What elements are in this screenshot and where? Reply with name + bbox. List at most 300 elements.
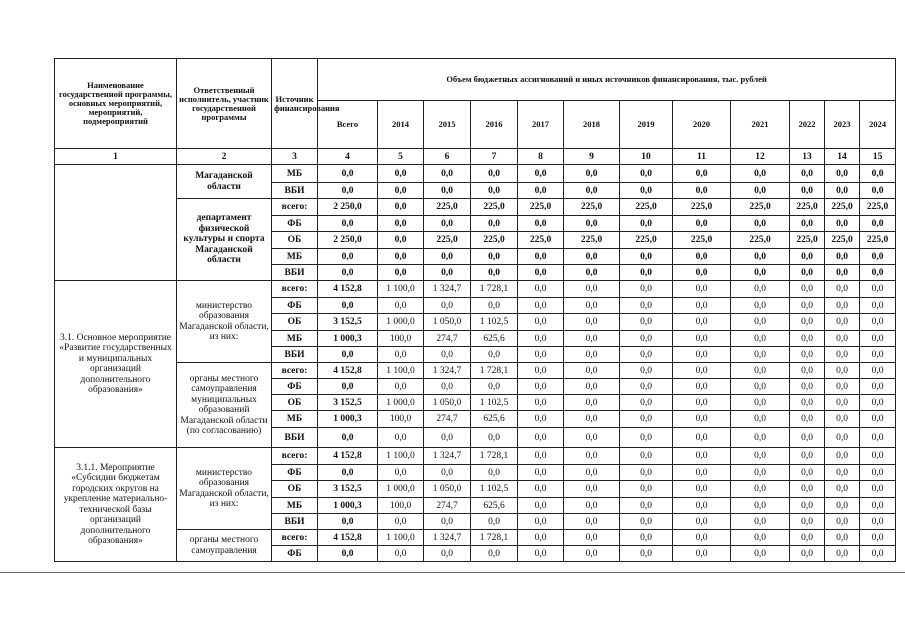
value-cell: 0,0 bbox=[564, 183, 620, 199]
value-cell: 0,0 bbox=[825, 249, 860, 265]
value-cell: 0,0 bbox=[471, 347, 518, 363]
value-cell: 0,0 bbox=[471, 216, 518, 232]
value-cell: 0,0 bbox=[790, 314, 825, 331]
value-cell: 0,0 bbox=[620, 481, 673, 498]
value-cell: 0,0 bbox=[731, 363, 790, 379]
value-cell: 0,0 bbox=[378, 216, 424, 232]
value-cell: 0,0 bbox=[825, 465, 860, 481]
value-cell: 0,0 bbox=[564, 530, 620, 546]
value-cell: 0,0 bbox=[673, 331, 731, 347]
value-cell: 1 100,0 bbox=[378, 448, 424, 465]
value-cell: 0,0 bbox=[860, 314, 896, 331]
value-cell: 225,0 bbox=[825, 199, 860, 216]
value-cell: 0,0 bbox=[378, 298, 424, 314]
value-cell: 225,0 bbox=[731, 232, 790, 249]
value-cell: 0,0 bbox=[731, 411, 790, 428]
value-cell: 0,0 bbox=[564, 514, 620, 530]
value-cell: 0,0 bbox=[424, 216, 471, 232]
value-cell: 225,0 bbox=[673, 199, 731, 216]
value-cell: 225,0 bbox=[860, 232, 896, 249]
value-cell: 0,0 bbox=[318, 514, 378, 530]
value-cell: 0,0 bbox=[731, 314, 790, 331]
value-cell: 0,0 bbox=[620, 411, 673, 428]
value-cell: 0,0 bbox=[518, 298, 564, 314]
column-number: 3 bbox=[272, 149, 318, 165]
value-cell: 0,0 bbox=[825, 363, 860, 379]
value-cell: 0,0 bbox=[790, 281, 825, 298]
value-cell: 0,0 bbox=[790, 165, 825, 183]
value-cell: 1 728,1 bbox=[471, 448, 518, 465]
value-cell: 0,0 bbox=[620, 216, 673, 232]
value-cell: 1 050,0 bbox=[424, 481, 471, 498]
value-cell: 0,0 bbox=[673, 395, 731, 411]
value-cell: 0,0 bbox=[518, 183, 564, 199]
source-cell: ВБИ bbox=[272, 265, 318, 281]
value-cell: 0,0 bbox=[378, 379, 424, 395]
value-cell: 0,0 bbox=[860, 428, 896, 448]
value-cell: 2 250,0 bbox=[318, 199, 378, 216]
value-cell: 0,0 bbox=[620, 298, 673, 314]
value-cell: 1 728,1 bbox=[471, 363, 518, 379]
value-cell: 0,0 bbox=[378, 347, 424, 363]
value-cell: 0,0 bbox=[518, 249, 564, 265]
value-cell: 0,0 bbox=[424, 347, 471, 363]
source-cell: ОБ bbox=[272, 232, 318, 249]
header-row-1 bbox=[55, 59, 896, 101]
value-cell: 225,0 bbox=[518, 199, 564, 216]
value-cell: 0,0 bbox=[790, 428, 825, 448]
source-cell: ФБ bbox=[272, 546, 318, 562]
row-label-cell: Магаданской области bbox=[177, 165, 272, 199]
column-number: 11 bbox=[673, 149, 731, 165]
value-cell: 0,0 bbox=[673, 411, 731, 428]
value-cell: 0,0 bbox=[825, 395, 860, 411]
value-cell: 0,0 bbox=[471, 428, 518, 448]
value-cell: 225,0 bbox=[731, 199, 790, 216]
value-cell: 0,0 bbox=[518, 331, 564, 347]
header-year: 2020 bbox=[673, 101, 731, 149]
value-cell: 0,0 bbox=[518, 514, 564, 530]
value-cell: 0,0 bbox=[620, 379, 673, 395]
value-cell: 0,0 bbox=[471, 165, 518, 183]
source-cell: ВБИ bbox=[272, 428, 318, 448]
value-cell: 1 728,1 bbox=[471, 281, 518, 298]
value-cell: 0,0 bbox=[518, 216, 564, 232]
value-cell: 1 050,0 bbox=[424, 395, 471, 411]
value-cell: 1 000,3 bbox=[318, 331, 378, 347]
header-year: 2021 bbox=[731, 101, 790, 149]
value-cell: 4 152,8 bbox=[318, 448, 378, 465]
value-cell: 0,0 bbox=[860, 530, 896, 546]
value-cell: 0,0 bbox=[825, 448, 860, 465]
header-year: 2024 bbox=[860, 101, 896, 149]
header-year: 2022 bbox=[790, 101, 825, 149]
value-cell: 0,0 bbox=[620, 363, 673, 379]
value-cell: 0,0 bbox=[378, 514, 424, 530]
value-cell: 0,0 bbox=[860, 448, 896, 465]
value-cell: 0,0 bbox=[620, 465, 673, 481]
value-cell: 0,0 bbox=[825, 428, 860, 448]
value-cell: 0,0 bbox=[731, 183, 790, 199]
value-cell: 274,7 bbox=[424, 498, 471, 514]
value-cell: 3 152,5 bbox=[318, 395, 378, 411]
value-cell: 1 324,7 bbox=[424, 363, 471, 379]
value-cell: 1 000,0 bbox=[378, 395, 424, 411]
value-cell: 0,0 bbox=[731, 298, 790, 314]
source-cell: всего: bbox=[272, 363, 318, 379]
value-cell: 0,0 bbox=[564, 298, 620, 314]
source-cell: ФБ bbox=[272, 465, 318, 481]
column-number: 7 bbox=[471, 149, 518, 165]
header-year: Всего bbox=[318, 101, 378, 149]
header-year: 2017 bbox=[518, 101, 564, 149]
column-number: 6 bbox=[424, 149, 471, 165]
value-cell: 0,0 bbox=[564, 411, 620, 428]
table-row bbox=[55, 363, 896, 379]
value-cell: 0,0 bbox=[731, 379, 790, 395]
column-number: 5 bbox=[378, 149, 424, 165]
header-year: 2023 bbox=[825, 101, 860, 149]
value-cell: 0,0 bbox=[518, 314, 564, 331]
value-cell: 0,0 bbox=[564, 546, 620, 562]
value-cell: 100,0 bbox=[378, 498, 424, 514]
value-cell: 225,0 bbox=[471, 199, 518, 216]
header-year: 2019 bbox=[620, 101, 673, 149]
value-cell: 0,0 bbox=[790, 530, 825, 546]
source-cell: ФБ bbox=[272, 216, 318, 232]
source-cell: МБ bbox=[272, 411, 318, 428]
value-cell: 1 324,7 bbox=[424, 530, 471, 546]
value-cell: 0,0 bbox=[860, 281, 896, 298]
value-cell: 1 050,0 bbox=[424, 314, 471, 331]
value-cell: 0,0 bbox=[673, 465, 731, 481]
value-cell: 1 100,0 bbox=[378, 530, 424, 546]
value-cell: 0,0 bbox=[620, 347, 673, 363]
value-cell: 0,0 bbox=[731, 428, 790, 448]
value-cell: 0,0 bbox=[620, 514, 673, 530]
column-number: 14 bbox=[825, 149, 860, 165]
value-cell: 0,0 bbox=[564, 498, 620, 514]
value-cell: 0,0 bbox=[518, 395, 564, 411]
value-cell: 0,0 bbox=[620, 249, 673, 265]
value-cell: 0,0 bbox=[790, 183, 825, 199]
value-cell: 1 324,7 bbox=[424, 448, 471, 465]
value-cell: 0,0 bbox=[564, 448, 620, 465]
table-row bbox=[55, 530, 896, 546]
value-cell: 0,0 bbox=[731, 514, 790, 530]
value-cell: 0,0 bbox=[790, 514, 825, 530]
value-cell: 0,0 bbox=[731, 249, 790, 265]
value-cell: 0,0 bbox=[825, 331, 860, 347]
budget-table bbox=[54, 58, 896, 562]
value-cell: 0,0 bbox=[673, 347, 731, 363]
value-cell: 0,0 bbox=[825, 481, 860, 498]
source-cell: всего: bbox=[272, 199, 318, 216]
value-cell: 0,0 bbox=[620, 165, 673, 183]
row-label-cell: органы местного самоуправления bbox=[177, 530, 272, 562]
value-cell: 0,0 bbox=[825, 498, 860, 514]
value-cell: 0,0 bbox=[318, 165, 378, 183]
value-cell: 0,0 bbox=[731, 265, 790, 281]
row-label-cell: департамент физической культуры и спорта Магаданской области bbox=[177, 199, 272, 281]
value-cell: 0,0 bbox=[564, 395, 620, 411]
row-label-cell: министерство образования Магаданской области, из них: bbox=[177, 448, 272, 530]
value-cell: 0,0 bbox=[620, 428, 673, 448]
value-cell: 225,0 bbox=[620, 199, 673, 216]
value-cell: 0,0 bbox=[731, 448, 790, 465]
value-cell: 0,0 bbox=[731, 347, 790, 363]
value-cell: 0,0 bbox=[564, 379, 620, 395]
value-cell: 0,0 bbox=[731, 498, 790, 514]
column-number: 13 bbox=[790, 149, 825, 165]
value-cell: 0,0 bbox=[318, 546, 378, 562]
column-number: 15 bbox=[860, 149, 896, 165]
value-cell: 0,0 bbox=[424, 265, 471, 281]
value-cell: 0,0 bbox=[825, 530, 860, 546]
value-cell: 0,0 bbox=[731, 165, 790, 183]
header-year: 2018 bbox=[564, 101, 620, 149]
value-cell: 0,0 bbox=[471, 183, 518, 199]
value-cell: 0,0 bbox=[518, 481, 564, 498]
value-cell: 3 152,5 bbox=[318, 314, 378, 331]
value-cell: 0,0 bbox=[378, 428, 424, 448]
value-cell: 0,0 bbox=[378, 249, 424, 265]
value-cell: 0,0 bbox=[378, 183, 424, 199]
value-cell: 0,0 bbox=[564, 347, 620, 363]
value-cell: 0,0 bbox=[731, 465, 790, 481]
source-cell: ФБ bbox=[272, 298, 318, 314]
value-cell: 0,0 bbox=[825, 298, 860, 314]
value-cell: 0,0 bbox=[620, 314, 673, 331]
value-cell: 0,0 bbox=[378, 265, 424, 281]
value-cell: 0,0 bbox=[825, 183, 860, 199]
value-cell: 225,0 bbox=[564, 199, 620, 216]
value-cell: 0,0 bbox=[424, 546, 471, 562]
value-cell: 3 152,5 bbox=[318, 481, 378, 498]
value-cell: 0,0 bbox=[731, 546, 790, 562]
source-cell: ФБ bbox=[272, 379, 318, 395]
value-cell: 4 152,8 bbox=[318, 530, 378, 546]
value-cell: 0,0 bbox=[825, 347, 860, 363]
value-cell: 0,0 bbox=[318, 379, 378, 395]
source-cell: ОБ bbox=[272, 395, 318, 411]
value-cell: 0,0 bbox=[518, 379, 564, 395]
value-cell: 0,0 bbox=[564, 428, 620, 448]
value-cell: 0,0 bbox=[518, 530, 564, 546]
value-cell: 0,0 bbox=[860, 265, 896, 281]
value-cell: 225,0 bbox=[424, 232, 471, 249]
value-cell: 1 728,1 bbox=[471, 530, 518, 546]
value-cell: 0,0 bbox=[424, 379, 471, 395]
value-cell: 0,0 bbox=[731, 395, 790, 411]
value-cell: 0,0 bbox=[471, 379, 518, 395]
value-cell: 1 102,5 bbox=[471, 395, 518, 411]
source-cell: ВБИ bbox=[272, 183, 318, 199]
value-cell: 0,0 bbox=[378, 546, 424, 562]
value-cell: 0,0 bbox=[825, 216, 860, 232]
value-cell: 0,0 bbox=[318, 347, 378, 363]
value-cell: 0,0 bbox=[620, 546, 673, 562]
value-cell: 225,0 bbox=[564, 232, 620, 249]
source-cell: МБ bbox=[272, 165, 318, 183]
value-cell: 0,0 bbox=[673, 514, 731, 530]
value-cell: 0,0 bbox=[860, 249, 896, 265]
value-cell: 0,0 bbox=[790, 481, 825, 498]
value-cell: 0,0 bbox=[424, 428, 471, 448]
budget-table-page bbox=[54, 58, 895, 562]
value-cell: 225,0 bbox=[825, 232, 860, 249]
value-cell: 0,0 bbox=[518, 428, 564, 448]
value-cell: 100,0 bbox=[378, 411, 424, 428]
value-cell: 1 100,0 bbox=[378, 363, 424, 379]
value-cell: 0,0 bbox=[673, 498, 731, 514]
value-cell: 1 324,7 bbox=[424, 281, 471, 298]
value-cell: 0,0 bbox=[860, 411, 896, 428]
value-cell: 0,0 bbox=[790, 379, 825, 395]
value-cell: 1 102,5 bbox=[471, 481, 518, 498]
table-row bbox=[55, 448, 896, 465]
value-cell: 0,0 bbox=[673, 216, 731, 232]
value-cell: 0,0 bbox=[471, 265, 518, 281]
value-cell: 0,0 bbox=[860, 331, 896, 347]
table-row bbox=[55, 281, 896, 298]
value-cell: 0,0 bbox=[860, 363, 896, 379]
value-cell: 0,0 bbox=[673, 379, 731, 395]
value-cell: 0,0 bbox=[424, 249, 471, 265]
value-cell: 0,0 bbox=[564, 465, 620, 481]
value-cell: 0,0 bbox=[564, 165, 620, 183]
value-cell: 0,0 bbox=[860, 183, 896, 199]
value-cell: 1 102,5 bbox=[471, 314, 518, 331]
value-cell: 625,6 bbox=[471, 331, 518, 347]
value-cell: 0,0 bbox=[825, 314, 860, 331]
value-cell: 0,0 bbox=[731, 530, 790, 546]
value-cell: 225,0 bbox=[518, 232, 564, 249]
value-cell: 0,0 bbox=[731, 281, 790, 298]
value-cell: 0,0 bbox=[673, 183, 731, 199]
value-cell: 0,0 bbox=[673, 546, 731, 562]
value-cell: 0,0 bbox=[673, 165, 731, 183]
value-cell: 625,6 bbox=[471, 498, 518, 514]
value-cell: 625,6 bbox=[471, 411, 518, 428]
value-cell: 0,0 bbox=[860, 165, 896, 183]
value-cell: 225,0 bbox=[424, 199, 471, 216]
value-cell: 0,0 bbox=[731, 481, 790, 498]
value-cell: 274,7 bbox=[424, 331, 471, 347]
value-cell: 0,0 bbox=[860, 379, 896, 395]
value-cell: 0,0 bbox=[564, 363, 620, 379]
value-cell: 4 152,8 bbox=[318, 281, 378, 298]
value-cell: 0,0 bbox=[564, 331, 620, 347]
value-cell: 225,0 bbox=[860, 199, 896, 216]
column-number: 12 bbox=[731, 149, 790, 165]
value-cell: 225,0 bbox=[790, 199, 825, 216]
value-cell: 0,0 bbox=[424, 165, 471, 183]
value-cell: 0,0 bbox=[471, 249, 518, 265]
row-label-cell: органы местного самоуправления муниципальных образований Магаданской области (по согласованию) bbox=[177, 363, 272, 448]
value-cell: 0,0 bbox=[378, 165, 424, 183]
source-cell: всего: bbox=[272, 281, 318, 298]
value-cell: 0,0 bbox=[673, 363, 731, 379]
value-cell: 225,0 bbox=[620, 232, 673, 249]
value-cell: 0,0 bbox=[825, 165, 860, 183]
value-cell: 0,0 bbox=[790, 395, 825, 411]
page-bottom-rule bbox=[0, 572, 905, 573]
column-number: 9 bbox=[564, 149, 620, 165]
value-cell: 0,0 bbox=[424, 465, 471, 481]
value-cell: 0,0 bbox=[620, 530, 673, 546]
source-cell: ОБ bbox=[272, 481, 318, 498]
value-cell: 0,0 bbox=[518, 546, 564, 562]
value-cell: 0,0 bbox=[860, 347, 896, 363]
value-cell: 0,0 bbox=[860, 514, 896, 530]
value-cell: 0,0 bbox=[790, 298, 825, 314]
header-source: Источник финансирования bbox=[272, 59, 318, 149]
value-cell: 0,0 bbox=[424, 183, 471, 199]
value-cell: 0,0 bbox=[471, 465, 518, 481]
value-cell: 0,0 bbox=[825, 379, 860, 395]
value-cell: 0,0 bbox=[620, 498, 673, 514]
value-cell: 0,0 bbox=[790, 216, 825, 232]
header-executor: Ответственный исполнитель, участник государственной программы bbox=[177, 59, 272, 149]
table-row bbox=[55, 165, 896, 183]
value-cell: 0,0 bbox=[673, 265, 731, 281]
value-cell: 0,0 bbox=[518, 363, 564, 379]
value-cell: 0,0 bbox=[471, 514, 518, 530]
value-cell: 0,0 bbox=[424, 298, 471, 314]
header-program: Наименование государственной программы, основных мероприятий, мероприятий, подмероприятий bbox=[55, 59, 177, 149]
value-cell: 1 000,0 bbox=[378, 314, 424, 331]
value-cell: 0,0 bbox=[790, 249, 825, 265]
value-cell: 0,0 bbox=[673, 530, 731, 546]
column-number-row bbox=[55, 149, 896, 165]
value-cell: 225,0 bbox=[471, 232, 518, 249]
value-cell: 0,0 bbox=[471, 298, 518, 314]
column-number: 2 bbox=[177, 149, 272, 165]
value-cell: 0,0 bbox=[518, 281, 564, 298]
value-cell: 225,0 bbox=[673, 232, 731, 249]
value-cell: 0,0 bbox=[564, 314, 620, 331]
value-cell: 0,0 bbox=[564, 216, 620, 232]
value-cell: 0,0 bbox=[518, 265, 564, 281]
value-cell: 0,0 bbox=[318, 249, 378, 265]
source-cell: ВБИ bbox=[272, 347, 318, 363]
value-cell: 0,0 bbox=[378, 199, 424, 216]
value-cell: 0,0 bbox=[860, 546, 896, 562]
value-cell: 0,0 bbox=[790, 265, 825, 281]
row-label-cell: министерство образования Магаданской области, из них: bbox=[177, 281, 272, 363]
row-label-cell bbox=[55, 165, 177, 281]
value-cell: 0,0 bbox=[673, 481, 731, 498]
value-cell: 0,0 bbox=[825, 281, 860, 298]
row-label-cell: 3.1.1. Мероприятие «Субсидии бюджетам городских округов на укрепление материально-технической базы организаций дополнительного образования» bbox=[55, 448, 177, 562]
value-cell: 0,0 bbox=[318, 183, 378, 199]
value-cell: 0,0 bbox=[318, 265, 378, 281]
value-cell: 0,0 bbox=[518, 465, 564, 481]
value-cell: 0,0 bbox=[860, 216, 896, 232]
source-cell: ОБ bbox=[272, 314, 318, 331]
value-cell: 0,0 bbox=[620, 183, 673, 199]
value-cell: 0,0 bbox=[620, 448, 673, 465]
source-cell: МБ bbox=[272, 331, 318, 347]
header-year: 2015 bbox=[424, 101, 471, 149]
source-cell: всего: bbox=[272, 448, 318, 465]
value-cell: 0,0 bbox=[673, 249, 731, 265]
value-cell: 0,0 bbox=[318, 428, 378, 448]
value-cell: 0,0 bbox=[378, 232, 424, 249]
value-cell: 1 000,0 bbox=[378, 481, 424, 498]
source-cell: МБ bbox=[272, 249, 318, 265]
